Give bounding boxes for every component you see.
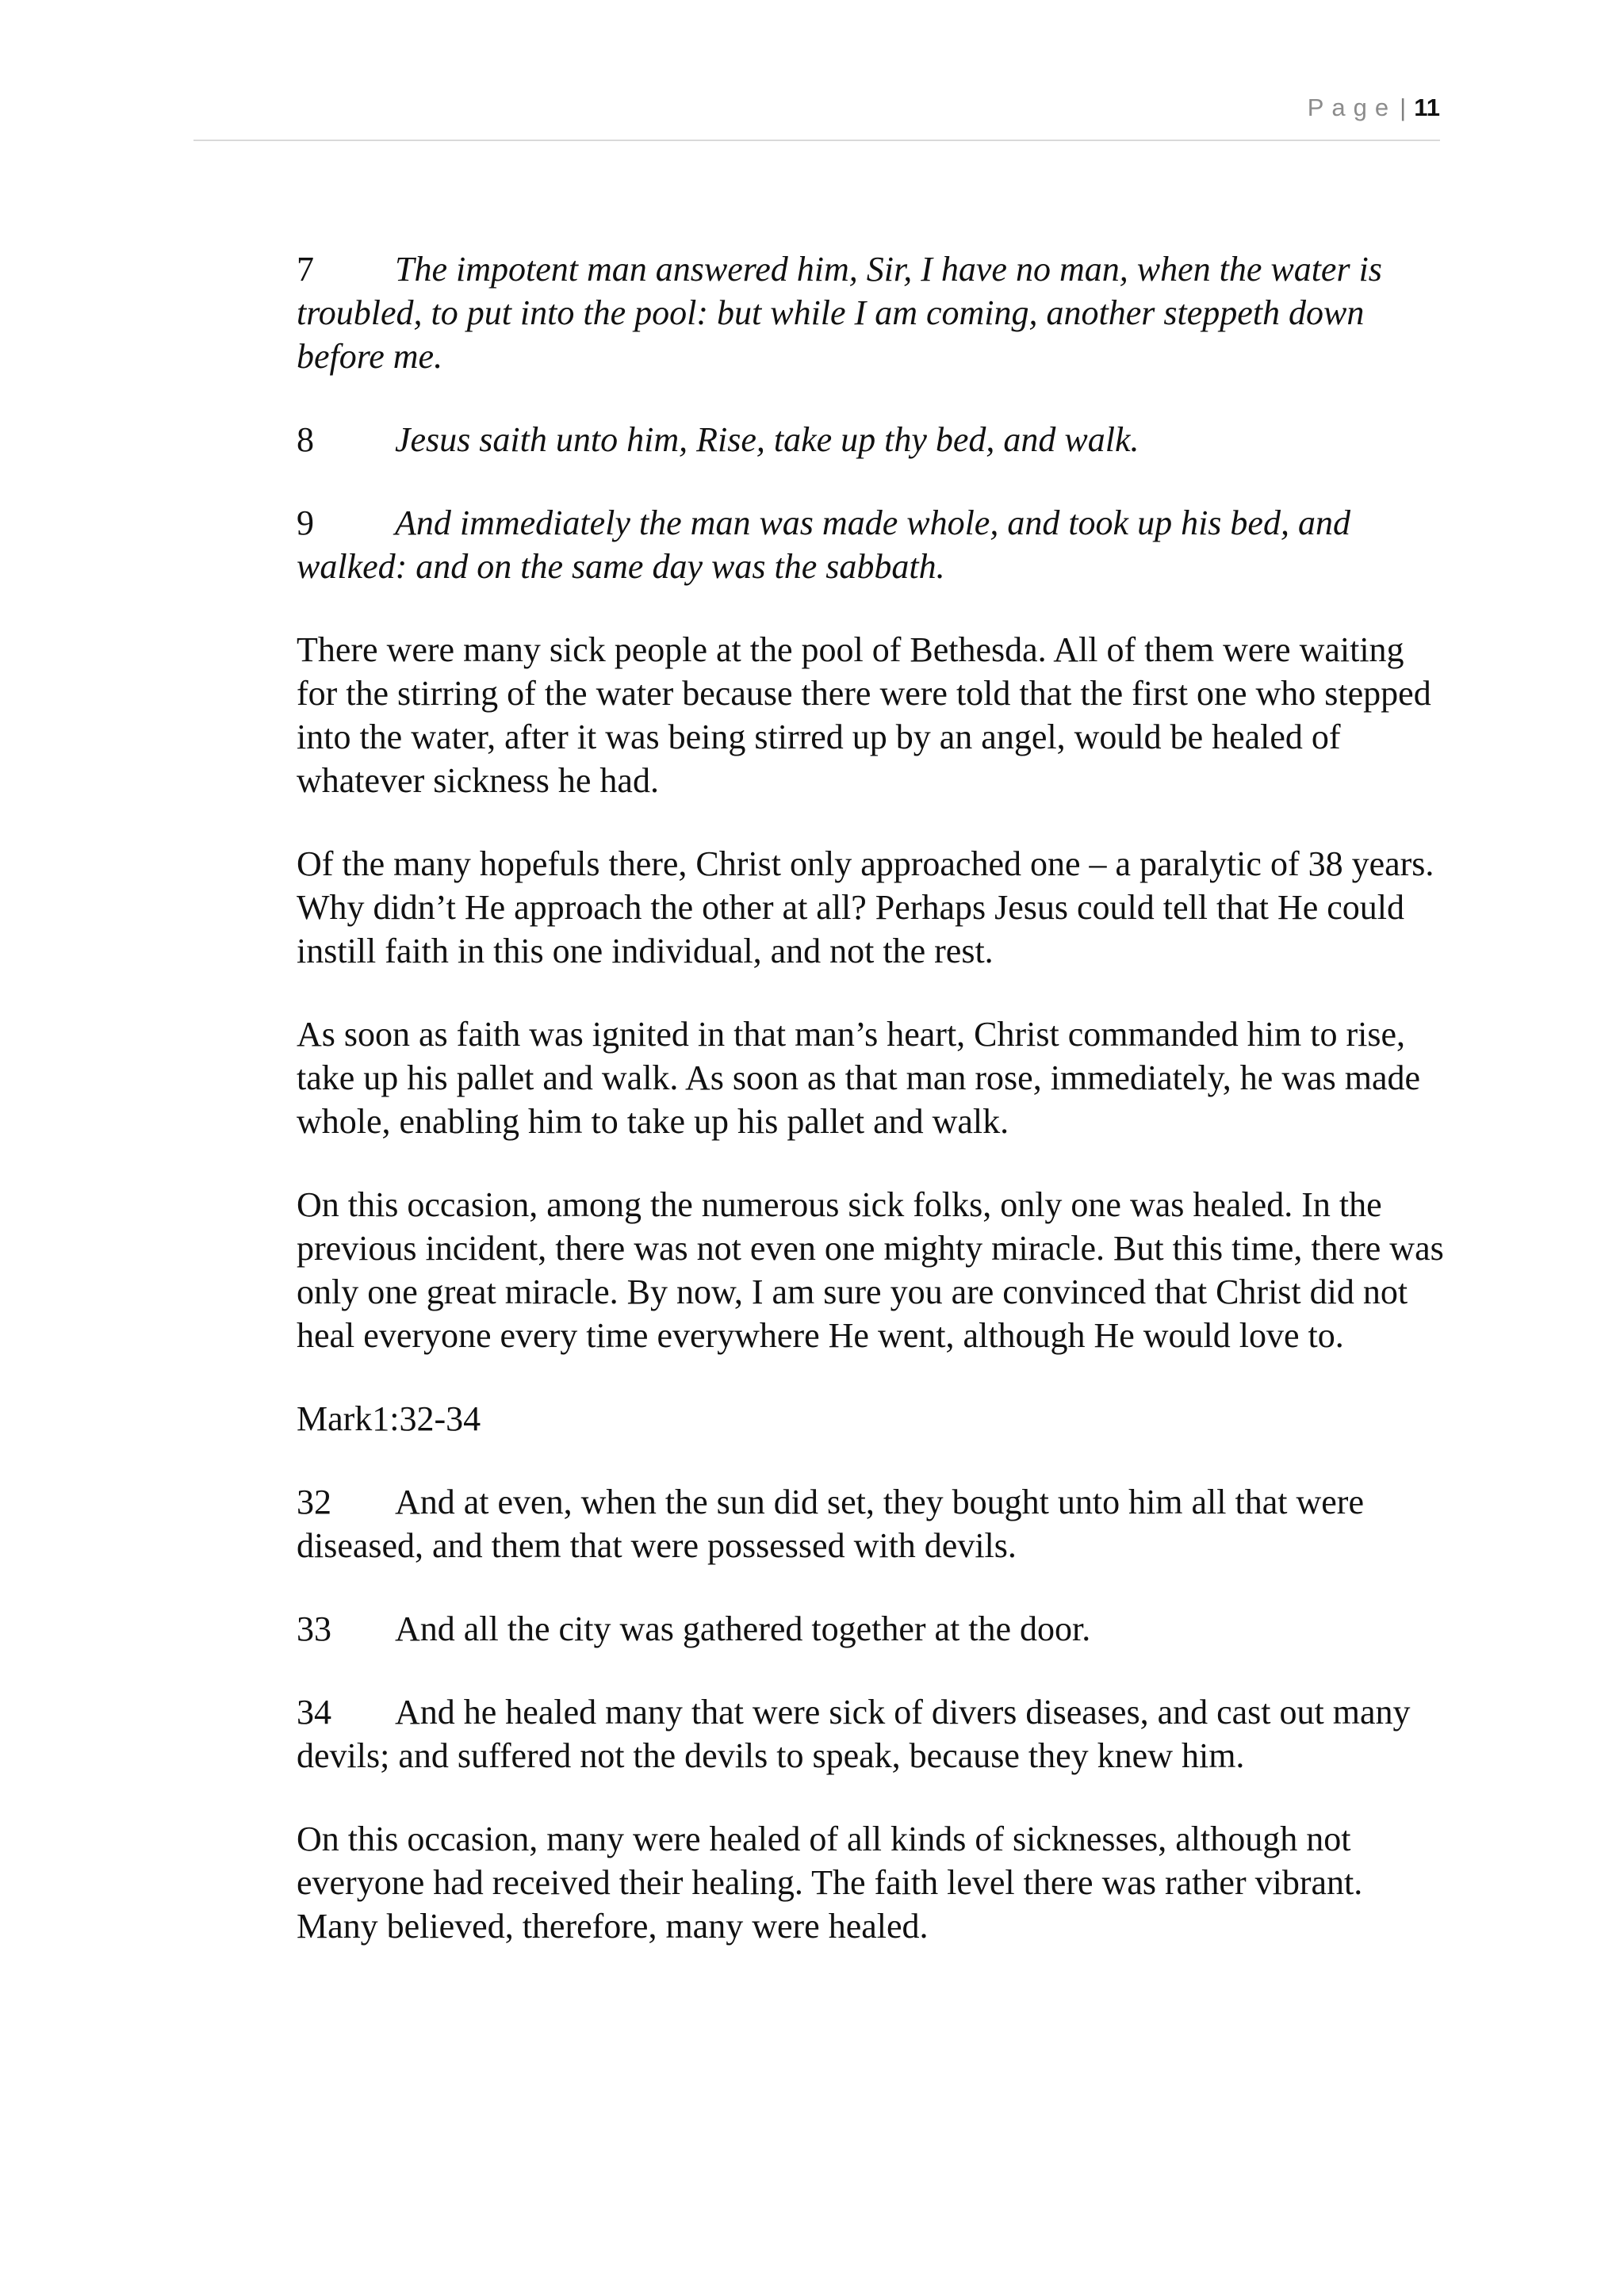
verse-mark-34 [297,1690,1446,1777]
verse-text: And all the city was gathered together at the door. [395,1609,1091,1648]
verse-text: The impotent man answered him, Sir, I have no man, when the water is troubled, to put into the pool: but while I am coming, another steppeth down before me. [297,250,1382,376]
verse-number: 9 [297,503,314,542]
verse-text: And he healed many that were sick of divers diseases, and cast out many devils; and suffered not the devils to speak, because they knew him. [297,1693,1411,1775]
document-body [297,247,1446,1988]
paragraph-faith-ignited: As soon as faith was ignited in that man’s heart, Christ commanded him to rise, take up his pallet and walk. As soon as that man rose, immediately, he was made whole, enabling him to take up his pallet and walk. [297,1015,1421,1141]
verse-text: Jesus saith unto him, Rise, take up thy bed, and walk. [395,420,1139,459]
paragraph-occasion-one: On this occasion, among the numerous sick folks, only one was healed. In the previous incident, there was not even one mighty miracle. But this time, there was only one great miracle. By now, I am sure you are convinced that Christ did not heal everyone every time everywhere He went, although He would love to. [297,1185,1444,1355]
page-label: Page [1307,94,1397,121]
page-header [193,94,1440,141]
paragraph-occasion-many: On this occasion, many were healed of all kinds of sicknesses, although not everyone had received their healing. The faith level there was rather vibrant. Many believed, therefore, many were healed. [297,1820,1363,1946]
paragraph-bethesda: There were many sick people at the pool of Bethesda. All of them were waiting for the stirring of the water because there were told that the first one who stepped into the water, after it was being stirred up by an angel, would be healed of whatever sickness he had. [297,630,1431,800]
verse-number: 7 [297,250,314,289]
verse-number: 32 [297,1483,331,1521]
page-number: 11 [1414,94,1440,121]
verse-john-7 [297,247,1446,378]
verse-number: 34 [297,1693,331,1732]
verse-number: 8 [297,420,314,459]
verse-text: And at even, when the sun did set, they bought unto him all that were diseased, and them that were possessed with devils. [297,1483,1364,1565]
verse-john-8 [297,418,1446,461]
verse-mark-32 [297,1480,1446,1567]
paragraph-hopefuls: Of the many hopefuls there, Christ only approached one – a paralytic of 38 years. Why didn’t He approach the other at all? Perhaps Jesus could tell that He could instill faith in this one individual, and not the rest. [297,844,1434,970]
verse-number: 33 [297,1609,331,1648]
scripture-reference: Mark1:32-34 [297,1399,481,1438]
verse-mark-33 [297,1607,1446,1651]
verse-john-9 [297,501,1446,588]
page-separator: | [1400,94,1407,121]
verse-text: And immediately the man was made whole, and took up his bed, and walked: and on the same day was the sabbath. [297,503,1350,586]
